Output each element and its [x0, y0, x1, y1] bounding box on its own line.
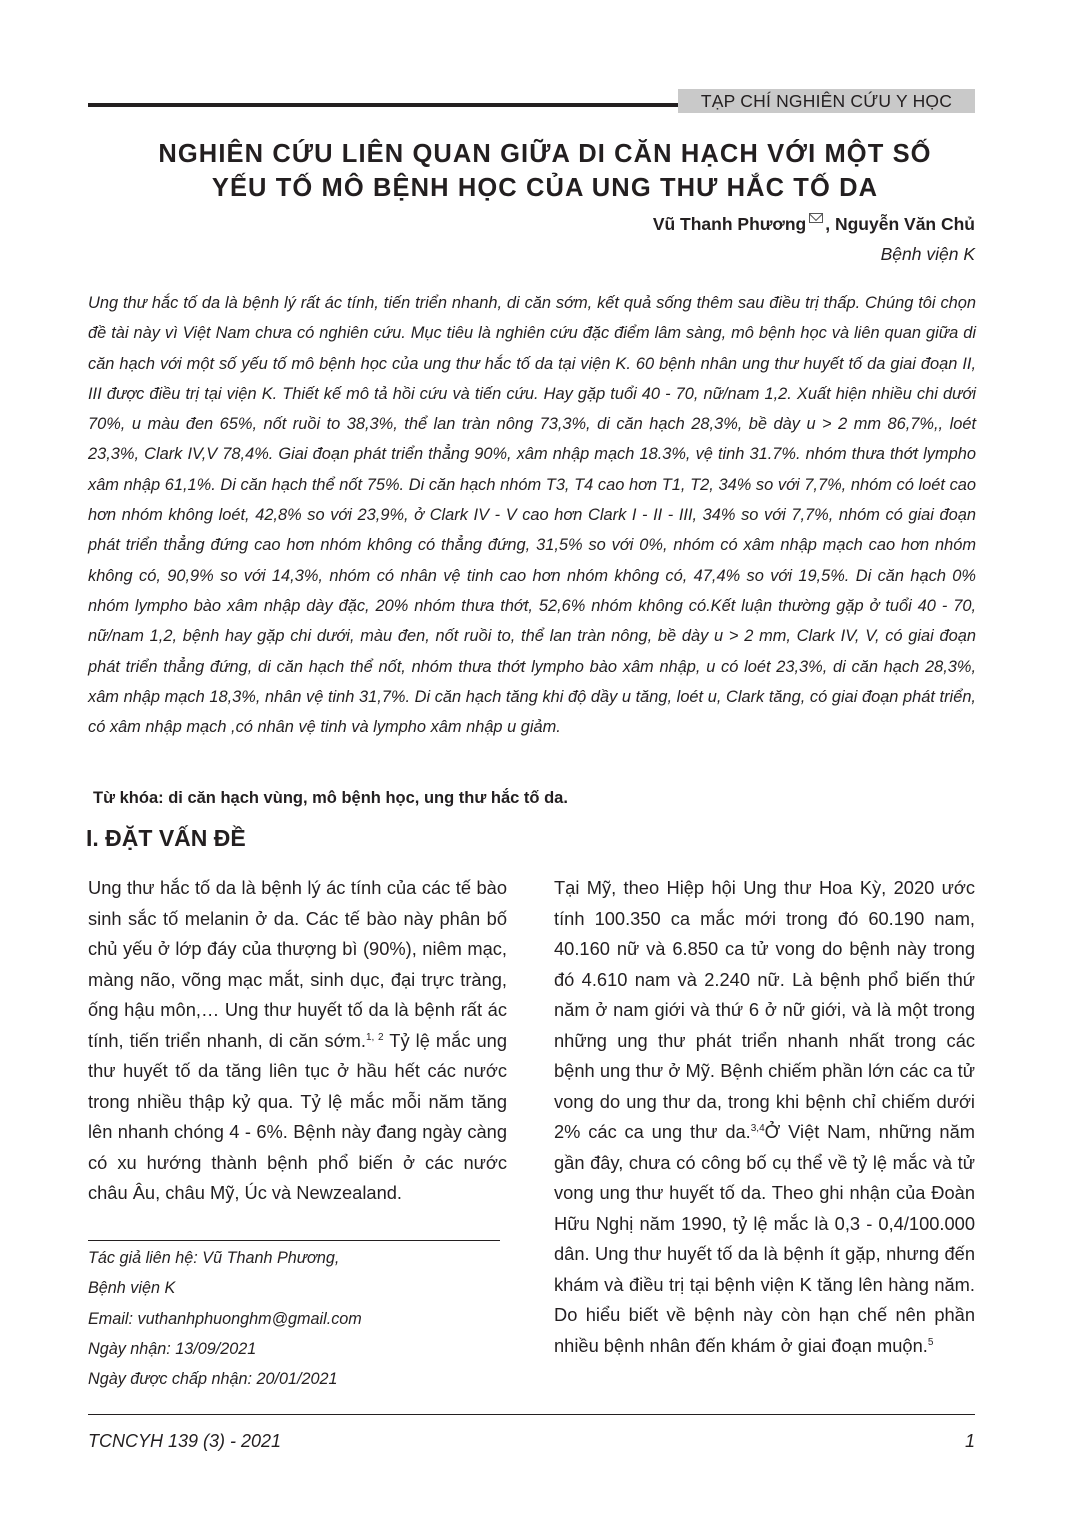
body-text: Tại Mỹ, theo Hiệp hội Ung thư Hoa Kỳ, 2020 ước tính 100.350 ca mắc mới trong đó 60.190 nam, 40.160 nữ và 6.850 ca tử vong do bệnh này trong đó 4.610 nam và 2.240 nữ. Là bệnh phổ biến thứ năm ở nam giới và thứ 6 ở nữ giới, và là một trong những ung thư phát triển nhanh nhất trong các bệnh ung thư ở Mỹ. Bệnh chiếm phần lớn các ca tử vong do ung thư da, trong khi bệnh chỉ chiếm dưới 2% các ca ung thư da. [554, 877, 975, 1142]
affiliation: Bệnh viện K [880, 244, 975, 264]
citation-ref: 3,4 [750, 1122, 765, 1134]
envelope-icon [809, 213, 823, 223]
author-1: Vũ Thanh Phương [652, 214, 807, 234]
body-text: Ở Việt Nam, những năm gần đây, chưa có công bố cụ thể về tỷ lệ mắc và tử vong ung thư huyết tố da. Theo ghi nhận của Đoàn Hữu Nghị năm 1990, tỷ lệ mắc là 0,3 - 0,4/100.000 dân. Ung thư huyết tố da là bệnh ít gặp, nhưng đến khám và điều trị tại bệnh viện K tăng lên hàng năm. Do hiểu biết về bệnh này còn hạn chế nên phần nhiều bệnh nhân đến khám ở giai đoạn muộn. [554, 1121, 975, 1356]
body-text: Ung thư hắc tố da là bệnh lý ác tính của các tế bào sinh sắc tố melanin ở da. Các tế bào này phân bố chủ yếu ở lớp đáy của thượng bì (90%), niêm mạc, màng não, võng mạc mắt, sinh dục, đại trực tràng, ống hậu môn,… Ung thư huyết tố da là bệnh rất ác tính, tiến triển nhanh, di căn sớm. [88, 877, 507, 1051]
footer-rule [88, 1414, 975, 1415]
title-line-1: NGHIÊN CỨU LIÊN QUAN GIỮA DI CĂN HẠCH VỚI MỘT SỐ [158, 140, 932, 168]
accepted-date: Ngày được chấp nhận: 20/01/2021 [88, 1370, 338, 1389]
section-heading: I. ĐẶT VẤN ĐỀ [86, 825, 246, 851]
article-title [60, 137, 1030, 205]
header-rule [88, 103, 678, 107]
footer-citation: TCNCYH 139 (3) - 2021 [88, 1431, 282, 1451]
footnote-rule [88, 1240, 500, 1241]
corresponding-institution: Bệnh viện K [88, 1279, 176, 1298]
citation-ref: 5 [927, 1336, 934, 1348]
abstract: Ung thư hắc tố da là bệnh lý rất ác tính, tiến triển nhanh, di căn sớm, kết quả sống thêm sau điều trị thấp. Chúng tôi chọn đề tài này vì Việt Nam chưa có nghiên cứu. Mục tiêu là nghiên cứu đặc điểm lâm sàng, mô bệnh học và liên quan giữa di căn hạch với một số yếu tố mô bệnh học của ung thư hắc tố da tại viện K. 60 bệnh nhân ung thư huyết tố da giai đoạn II, III được điều trị tại viện K. Thiết kế mô tả hồi cứu và tiến cứu. Hay gặp tuổi 40 - 70, nữ/nam 1,2. Xuất hiện nhiều chi dưới 70%, u màu đen 65%, nốt ruồi to 38,3%, thể lan tràn nông 73,3%, di căn hạch 28,3%, bề dày u > 2 mm 86,7%,, loét 23,3%, Clark IV,V 78,4%. Giai đoạn phát triển thẳng 90%, xâm nhập mạch 18.3%, vệ tinh 31.7%. nhóm thưa thớt lympho xâm nhập 61,1%. Di căn hạch thể nốt 75%. Di căn hạch nhóm T3, T4 cao hơn T1, T2, 34% so với 7,7%, nhóm có loét cao hơn nhóm không loét, 42,8% so với 23,9%, ở Clark IV - V cao hơn Clark I - II - III, 34% so với 7,7%, nhóm có giai đoạn phát triển thẳng đứng cao hơn nhóm không có thẳng đứng, 31,5% so với 0%, nhóm có xâm nhập mạch cao hơn nhóm không có, 90,9% so với 14,3%, nhóm có nhân vệ tinh cao hơn nhóm không có, 47,4% so với 19,5%. Di căn hạch 0% nhóm lympho bào xâm nhập dày đặc, 20% nhóm thưa thớt, 52,6% nhóm không có.Kết luận thường gặp ở tuổi 40 - 70, nữ/nam 1,2, bệnh hay gặp chi dưới, màu đen, nốt ruồi to, thể lan tràn nông, bề dày u > 2 mm, Clark IV, V, có giai đoạn phát triển thẳng đứng, di căn hạch thể nốt, nhóm thưa thớt lympho bào xâm nhập, u có loét 23,3%, di căn hạch 28,3%, xâm nhập mạch 18,3%, nhân vệ tinh 31,7%. Di căn hạch tăng khi độ dầy u tăng, loét u, Clark tăng, có giai đoạn phát triển, có xâm nhập mạch ,có nhân vệ tinh và lympho xâm nhập u giảm. [88, 294, 976, 737]
corresponding-email: Email: vuthanhphuonghm@gmail.com [88, 1309, 362, 1328]
author-list: Vũ Thanh Phương , Nguyễn Văn Chủ [652, 214, 975, 234]
corresponding-author: Tác giả liên hệ: Vũ Thanh Phương, [88, 1249, 340, 1267]
journal-name: TẠP CHÍ NGHIÊN CỨU Y HỌC [678, 89, 975, 113]
page-number: 1 [964, 1431, 975, 1451]
received-date: Ngày nhận: 13/09/2021 [88, 1339, 257, 1358]
body-text: Tỷ lệ mắc ung thư huyết tố da tăng liên tục ở hầu hết các nước trong nhiều thập kỷ qua. Tỷ lệ mắc mỗi năm tăng lên nhanh chóng 4 - 6%. Bệnh này đang ngày càng có xu hướng thành bệnh phổ biến ở các nước châu Âu, châu Mỹ, Úc và Newzealand. [88, 1029, 508, 1203]
author-2: Nguyễn Văn Chủ [834, 214, 975, 234]
title-line-2: YẾU TỐ MÔ BỆNH HỌC CỦA UNG THƯ HẮC TỐ DA [211, 174, 879, 202]
keywords: Từ khóa: di căn hạch vùng, mô bệnh học, ung thư hắc tố da. [93, 789, 568, 807]
body-column-left [88, 873, 507, 1209]
correspondence-block [88, 1243, 508, 1394]
body-column-right [554, 873, 975, 1361]
citation-ref: 1, 2 [365, 1031, 384, 1043]
